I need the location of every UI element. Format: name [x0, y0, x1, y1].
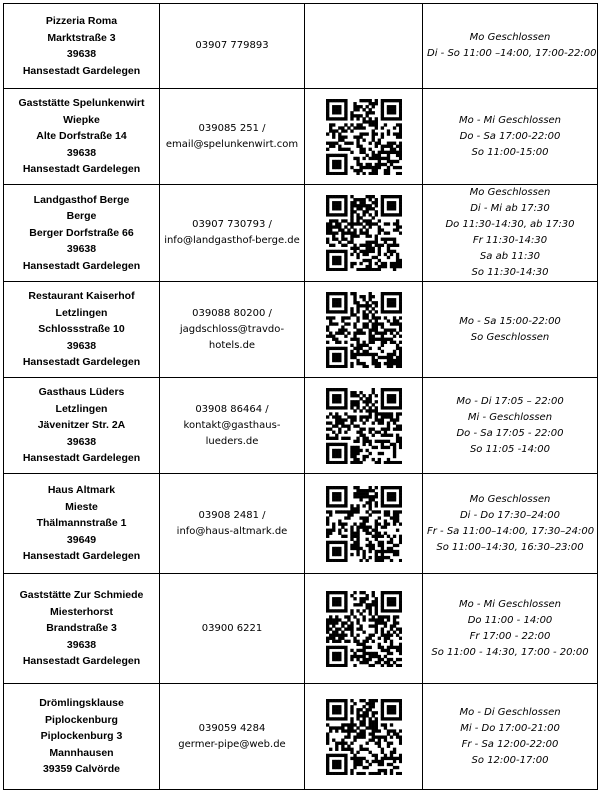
qr-cell — [305, 378, 423, 474]
opening-hours-line: So 11:00-15:00 — [471, 146, 549, 158]
opening-hours-line: Fr 17:00 - 22:00 — [469, 630, 551, 642]
restaurant-name-address-line: Marktstraße 3 — [47, 31, 116, 44]
restaurant-name-address — [4, 684, 160, 790]
restaurant-name-address-line: 39638 — [66, 243, 97, 256]
qr-code-icon — [326, 292, 402, 368]
opening-hours-line: Do 11:30-14:30, ab 17:30 — [445, 219, 575, 230]
opening-hours-line: Di - Mi ab 17:30 — [470, 203, 550, 214]
restaurant-name-address-line: Letzlingen — [55, 402, 108, 415]
restaurant-name-address-line: Berger Dorfstraße 66 — [29, 226, 134, 239]
opening-hours — [423, 378, 598, 474]
restaurant-name-address-line: Gasthaus Lüders — [38, 386, 125, 399]
qr-code-icon — [326, 99, 402, 175]
opening-hours-line: Mi - Geschlossen — [467, 411, 553, 423]
restaurant-name-address-line: Landgasthof Berge — [33, 193, 130, 206]
opening-hours-line: So 11:05 -14:00 — [469, 443, 551, 455]
opening-hours — [423, 684, 598, 790]
contact-info-line: 03907 730793 / — [192, 219, 272, 230]
restaurant-table — [3, 3, 598, 790]
table-row — [4, 684, 598, 790]
opening-hours — [423, 474, 598, 574]
restaurant-name-address-line: Jävenitzer Str. 2A — [37, 419, 126, 432]
opening-hours-line: So 11:00–14:30, 16:30–23:00 — [436, 541, 584, 553]
contact-info-line: email@spelunkenwirt.com — [165, 138, 299, 150]
qr-cell — [305, 574, 423, 684]
restaurant-name-address-line: Hansestadt Gardelegen — [22, 550, 141, 563]
contact-info — [160, 4, 305, 89]
restaurant-name-address-line: Letzlingen — [55, 306, 108, 319]
contact-info — [160, 474, 305, 574]
qr-cell — [305, 4, 423, 89]
opening-hours — [423, 89, 598, 185]
contact-info-line: info@haus-altmark.de — [176, 525, 288, 537]
restaurant-name-address-line: 39359 Calvörde — [42, 763, 121, 776]
qr-cell — [305, 474, 423, 574]
restaurant-name-address-line: 39638 — [66, 146, 97, 159]
restaurant-name-address-line: 39649 — [66, 533, 97, 546]
restaurant-name-address — [4, 89, 160, 185]
contact-info-line: info@landgasthof-berge.de — [164, 235, 300, 246]
qr-code-icon — [326, 195, 402, 271]
restaurant-name-address-line: Hansestadt Gardelegen — [22, 259, 141, 272]
qr-code-icon — [326, 388, 402, 464]
opening-hours-line: Do 11:00 - 14:00 — [467, 614, 553, 626]
table-row — [4, 378, 598, 474]
contact-info-line: jagdschloss@travdo- — [179, 323, 285, 335]
opening-hours-line: Mo - Mi Geschlossen — [458, 114, 562, 126]
contact-info-line: hotels.de — [208, 339, 256, 351]
table-row — [4, 185, 598, 282]
restaurant-name-address-line: Berge — [66, 210, 97, 223]
restaurant-name-address-line: Pizzeria Roma — [45, 15, 118, 27]
qr-cell — [305, 282, 423, 378]
restaurant-name-address-line: Gaststätte Spelunkenwirt — [18, 97, 145, 110]
opening-hours-line: Mo - Di Geschlossen — [459, 706, 561, 718]
qr-code-icon — [326, 591, 402, 667]
contact-info — [160, 185, 305, 282]
qr-cell — [305, 89, 423, 185]
opening-hours-line: So Geschlossen — [470, 331, 550, 343]
opening-hours-line: Fr - Sa 12:00-22:00 — [461, 738, 559, 750]
restaurant-name-address-line: Drömlingsklause — [39, 697, 124, 710]
restaurant-name-address-line: Piplockenburg — [45, 713, 118, 726]
qr-cell — [305, 185, 423, 282]
contact-info-line: 03908 86464 / — [195, 403, 269, 415]
restaurant-name-address-line: Brandstraße 3 — [46, 622, 117, 635]
restaurant-name-address-line: Mieste — [65, 500, 98, 513]
opening-hours-line: So 12:00-17:00 — [471, 754, 549, 766]
contact-info-line: 03907 779893 — [195, 40, 269, 51]
restaurant-name-address — [4, 4, 160, 89]
contact-info-line: germer-pipe@web.de — [178, 738, 286, 750]
restaurant-name-address-line: 39638 — [66, 48, 97, 60]
contact-info-line: 039085 251 / — [198, 122, 266, 134]
contact-info-line: 03908 2481 / — [198, 509, 266, 521]
table-row — [4, 4, 598, 89]
contact-info-line: 03900 6221 — [201, 622, 263, 634]
restaurant-name-address-line: Thälmannstraße 1 — [36, 517, 127, 530]
restaurant-name-address-line: Gaststätte Zur Schmiede — [19, 589, 144, 602]
contact-info — [160, 282, 305, 378]
restaurant-name-address-line: Alte Dorfstraße 14 — [36, 130, 127, 143]
opening-hours-line: Mo Geschlossen — [469, 187, 551, 198]
restaurant-name-address-line: Hansestadt Gardelegen — [22, 64, 141, 77]
restaurant-name-address-line: 39638 — [66, 435, 97, 448]
opening-hours-line: Mi - Do 17:00-21:00 — [460, 722, 560, 734]
opening-hours-line: Fr - Sa 11:00–14:00, 17:30–24:00 — [427, 525, 595, 537]
restaurant-name-address-line: Hansestadt Gardelegen — [22, 655, 141, 668]
opening-hours — [423, 574, 598, 684]
contact-info-line: 039059 4284 — [198, 722, 266, 734]
opening-hours — [423, 185, 598, 282]
restaurant-name-address — [4, 574, 160, 684]
opening-hours-line: Do - Sa 17:05 - 22:00 — [456, 427, 564, 439]
opening-hours-line: So 11:30-14:30 — [471, 267, 549, 278]
restaurant-name-address — [4, 282, 160, 378]
opening-hours-line: Mo - Mi Geschlossen — [458, 598, 562, 610]
restaurant-name-address-line: Mannhausen — [49, 746, 114, 759]
contact-info — [160, 574, 305, 684]
restaurant-name-address-line: Restaurant Kaiserhof — [28, 290, 135, 303]
opening-hours-line: So 11:00 - 14:30, 17:00 - 20:00 — [431, 646, 589, 658]
restaurant-name-address-line: Miesterhorst — [49, 605, 113, 618]
opening-hours-line: Di - So 11:00 –14:00, 17:00-22:00 — [427, 48, 597, 59]
contact-info — [160, 684, 305, 790]
restaurant-name-address-line: 39638 — [66, 638, 97, 651]
opening-hours — [423, 282, 598, 378]
opening-hours-line: Mo - Di 17:05 – 22:00 — [456, 395, 564, 407]
contact-info — [160, 89, 305, 185]
contact-info-line: lueders.de — [205, 435, 259, 447]
opening-hours-line: Di - Do 17:30–24:00 — [459, 509, 561, 521]
opening-hours — [423, 4, 598, 89]
opening-hours-line: Mo Geschlossen — [469, 493, 551, 505]
restaurant-name-address-line: Schlossstraße 10 — [38, 323, 125, 336]
restaurant-name-address-line: Hansestadt Gardelegen — [22, 452, 141, 465]
restaurant-name-address-line: Haus Altmark — [47, 484, 116, 497]
contact-info — [160, 378, 305, 474]
restaurant-name-address — [4, 378, 160, 474]
table-row — [4, 474, 598, 574]
restaurant-name-address-line: 39638 — [66, 339, 97, 352]
contact-info-line: kontakt@gasthaus- — [183, 419, 281, 431]
qr-cell — [305, 684, 423, 790]
opening-hours-line: Mo Geschlossen — [469, 32, 551, 43]
restaurant-name-address — [4, 185, 160, 282]
qr-code-icon — [326, 486, 402, 562]
restaurant-name-address-line: Piplockenburg 3 — [40, 730, 123, 743]
opening-hours-line: Fr 11:30-14:30 — [472, 235, 548, 246]
opening-hours-line: Do - Sa 17:00-22:00 — [459, 130, 561, 142]
restaurant-name-address-line: Hansestadt Gardelegen — [22, 163, 141, 176]
contact-info-line: 039088 80200 / — [192, 307, 272, 319]
restaurant-name-address — [4, 474, 160, 574]
opening-hours-line: Sa ab 11:30 — [479, 251, 541, 262]
table-row — [4, 282, 598, 378]
table-row — [4, 89, 598, 185]
qr-code-icon — [326, 699, 402, 775]
table-row — [4, 574, 598, 684]
restaurant-name-address-line: Hansestadt Gardelegen — [22, 356, 141, 369]
opening-hours-line: Mo - Sa 15:00-22:00 — [459, 315, 561, 327]
restaurant-name-address-line: Wiepke — [63, 113, 100, 126]
